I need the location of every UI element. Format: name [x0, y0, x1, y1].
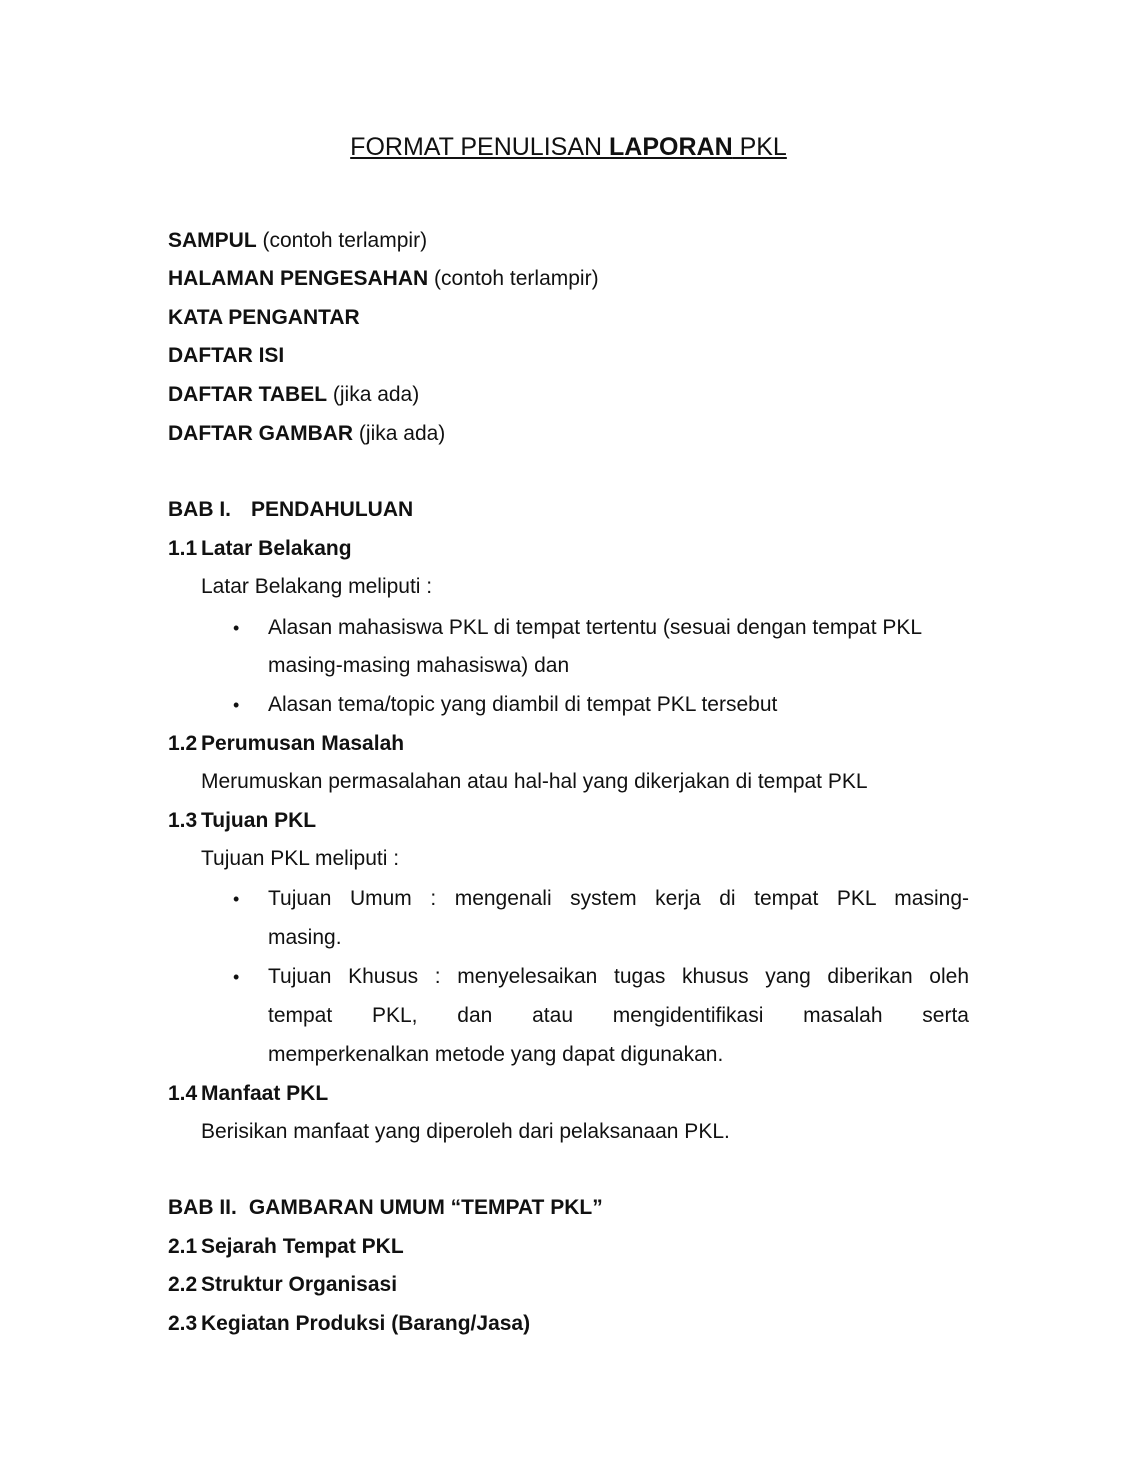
- section-number: 2.2: [168, 1273, 198, 1296]
- front-matter-item: [168, 342, 284, 370]
- section-label: Latar Belakang: [201, 537, 352, 560]
- section-number: 1.3: [168, 809, 198, 832]
- section-heading: [168, 807, 316, 835]
- bullet-icon: •: [233, 695, 240, 715]
- front-matter-item: [168, 227, 427, 255]
- bullet-text: Alasan tema/topic yang diambil di tempat PKL tersebut: [268, 693, 778, 716]
- section-label: Sejarah Tempat PKL: [201, 1235, 404, 1258]
- section-label: Kegiatan Produksi (Barang/Jasa): [201, 1312, 531, 1335]
- bullet-text-cont: memperkenalkan metode yang dapat digunakan.: [268, 1043, 724, 1066]
- document-title: [0, 133, 1137, 162]
- bullet-icon: •: [233, 889, 240, 909]
- section-heading: [168, 1080, 328, 1108]
- bullet-icon: •: [233, 618, 240, 638]
- front-matter-label: HALAMAN PENGESAHAN: [168, 267, 429, 290]
- front-matter-note: (contoh terlampir): [256, 229, 428, 252]
- front-matter-item: [168, 381, 419, 409]
- front-matter-label: KATA PENGANTAR: [168, 306, 360, 329]
- section-text: Berisikan manfaat yang diperoleh dari pelaksanaan PKL.: [201, 1120, 730, 1143]
- front-matter-note: (jika ada): [327, 383, 420, 406]
- front-matter-label: SAMPUL: [168, 229, 257, 252]
- bullet-text-cont: masing.: [268, 926, 342, 949]
- front-matter-label: DAFTAR TABEL: [168, 383, 328, 406]
- chapter-number: BAB I.: [168, 498, 231, 521]
- bullet-text: Tujuan Khusus : menyelesaikan tugas khusus yang diberikan oleh: [268, 965, 969, 988]
- chapter-title: PENDAHULUAN: [251, 498, 414, 521]
- bullet-text: Tujuan Umum : mengenali system kerja di tempat PKL masing-: [268, 887, 969, 910]
- bullet-icon: •: [233, 967, 240, 987]
- section-number: 1.1: [168, 537, 198, 560]
- section-text: Tujuan PKL meliputi :: [201, 847, 400, 870]
- section-number: 1.4: [168, 1082, 198, 1105]
- bullet-text-cont: tempat PKL, dan atau mengidentifikasi masalah serta: [268, 1004, 969, 1027]
- front-matter-label: DAFTAR GAMBAR: [168, 422, 354, 445]
- section-text: Latar Belakang meliputi :: [201, 575, 433, 598]
- front-matter-label: DAFTAR ISI: [168, 344, 285, 367]
- title-suffix: PKL: [732, 133, 787, 161]
- bullet-text: Alasan mahasiswa PKL di tempat tertentu (sesuai dengan tempat PKL: [268, 616, 923, 639]
- chapter-heading: [168, 496, 413, 524]
- bullet-text-cont: masing-masing mahasiswa) dan: [268, 654, 570, 677]
- section-text: Merumuskan permasalahan atau hal-hal yang dikerjakan di tempat PKL: [201, 770, 868, 793]
- section-heading: [168, 535, 352, 563]
- title-prefix: FORMAT PENULISAN: [350, 133, 610, 161]
- section-number: 2.3: [168, 1312, 198, 1335]
- section-label: Tujuan PKL: [201, 809, 317, 832]
- section-number: 1.2: [168, 732, 198, 755]
- chapter-heading: [168, 1194, 603, 1222]
- section-heading: [168, 730, 404, 758]
- front-matter-note: (jika ada): [353, 422, 446, 445]
- title-bold-word: LAPORAN: [609, 133, 733, 161]
- front-matter-item: [168, 265, 599, 293]
- chapter-title: GAMBARAN UMUM “TEMPAT PKL”: [248, 1196, 603, 1219]
- front-matter-note: (contoh terlampir): [428, 267, 599, 290]
- section-heading: [168, 1233, 404, 1261]
- chapter-number: BAB II.: [168, 1196, 237, 1219]
- section-heading: [168, 1271, 397, 1299]
- section-heading: [168, 1310, 530, 1338]
- section-label: Struktur Organisasi: [201, 1273, 398, 1296]
- front-matter-item: [168, 304, 360, 332]
- section-number: 2.1: [168, 1235, 198, 1258]
- front-matter-item: [168, 420, 445, 448]
- section-label: Manfaat PKL: [201, 1082, 329, 1105]
- section-label: Perumusan Masalah: [201, 732, 405, 755]
